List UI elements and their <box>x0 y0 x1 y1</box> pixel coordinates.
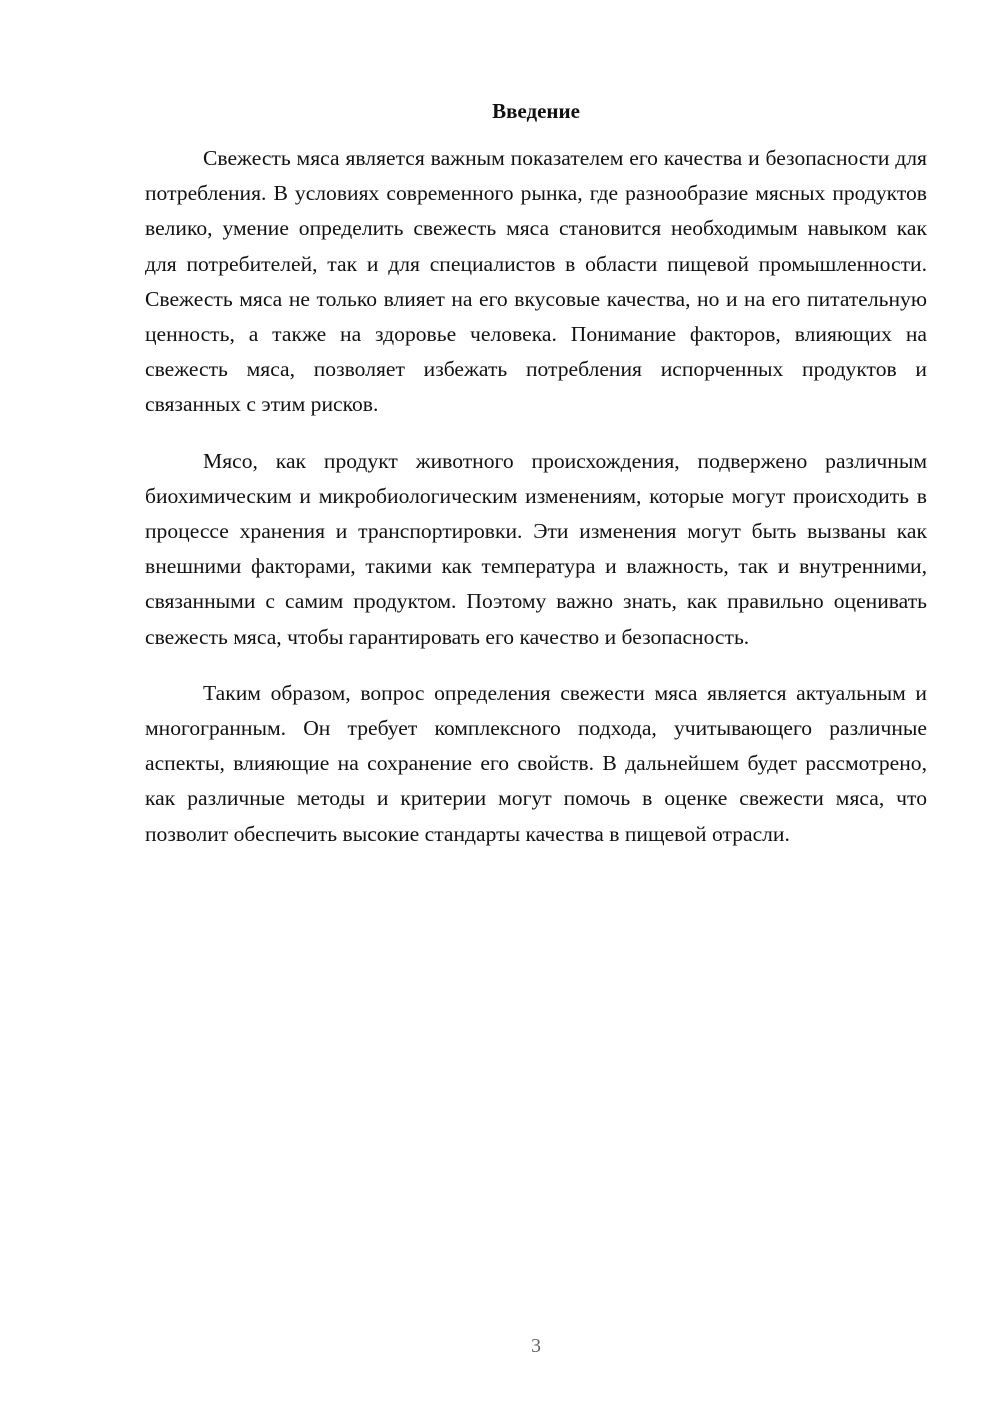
paragraph-1: Свежесть мяса является важным показателем его качества и безопасности для потребления. В условиях современного рынка, где разнообразие мясных продуктов велико, умение определить свежесть мяса становится необходимым навыком как для потребителей, так и для специалистов в области пищевой промышленности. Свежесть мяса не только влияет на его вкусовые качества, но и на его питательную ценность, а также на здоровье человека. Понимание факторов, влияющих на свежесть мяса, позволяет избежать потребления испорченных продуктов и связанных с этим рисков. <box>145 146 927 417</box>
paragraph-2: Мясо, как продукт животного происхождения, подвержено различным биохимическим и микробиологическим изменениям, которые могут происходить в процессе хранения и транспортировки. Эти изменения могут быть вызваны как внешними факторами, такими как температура и влажность, так и внутренними, связанными с самим продуктом. Поэтому важно знать, как правильно оценивать свежесть мяса, чтобы гарантировать его качество и безопасность. <box>145 448 927 649</box>
body-text <box>145 141 927 873</box>
section-title: Введение <box>492 99 580 123</box>
paragraph-3: Таким образом, вопрос определения свежести мяса является актуальным и многогранным. Он требует комплексного подхода, учитывающего различные аспекты, влияющие на сохранение его свойств. В дальнейшем будет рассмотрено, как различные методы и критерии могут помочь в оценке свежести мяса, что позволит обеспечить высокие стандарты качества в пищевой отрасли. <box>145 680 927 846</box>
page-number: 3 <box>531 1335 541 1357</box>
